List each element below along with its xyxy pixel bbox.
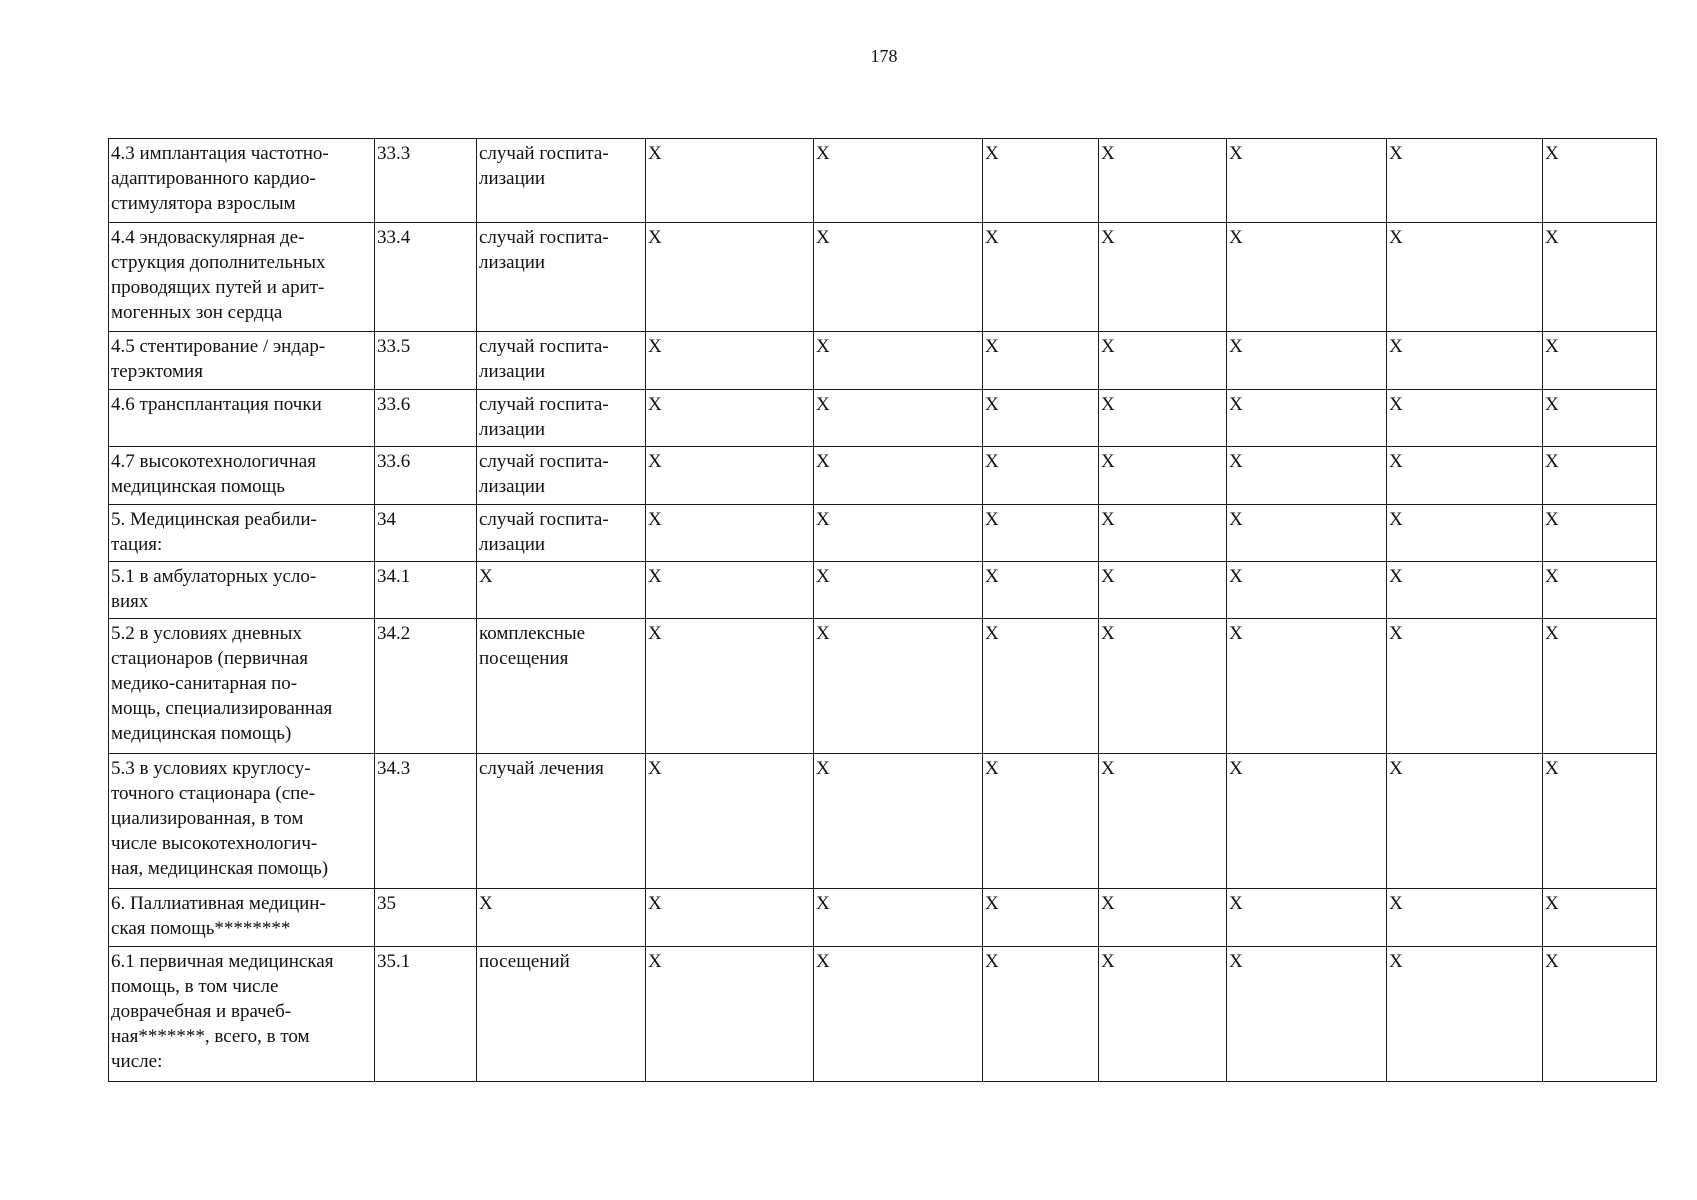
mark-cell: Х <box>983 619 1099 754</box>
mark-cell: Х <box>1227 139 1387 223</box>
table-row <box>109 332 1657 390</box>
row-name-cell: 4.7 высокотехнологичная медицинская помощь <box>109 447 375 505</box>
page-number: 178 <box>870 46 898 66</box>
mark-cell: Х <box>983 390 1099 447</box>
row-unit-cell: случай госпита- лизации <box>477 505 646 562</box>
mark-cell: Х <box>1387 332 1543 390</box>
row-unit-cell: случай госпита- лизации <box>477 447 646 505</box>
data-table <box>108 138 1657 1082</box>
mark-cell: Х <box>646 447 814 505</box>
mark-cell: Х <box>646 223 814 332</box>
mark-cell: Х <box>1387 139 1543 223</box>
mark-cell: Х <box>814 390 983 447</box>
row-unit-cell: посещений <box>477 947 646 1082</box>
table-row <box>109 889 1657 947</box>
mark-cell: Х <box>1227 754 1387 889</box>
mark-cell: Х <box>1099 390 1227 447</box>
mark-cell: Х <box>1227 390 1387 447</box>
mark-cell: Х <box>1387 223 1543 332</box>
mark-cell: Х <box>1543 562 1657 619</box>
mark-cell: Х <box>1387 562 1543 619</box>
mark-cell: Х <box>1227 505 1387 562</box>
mark-cell: Х <box>1543 505 1657 562</box>
row-code-cell: 34.2 <box>375 619 477 754</box>
mark-cell: Х <box>1387 754 1543 889</box>
mark-cell: Х <box>1387 947 1543 1082</box>
mark-cell: Х <box>646 562 814 619</box>
row-name-cell: 4.4 эндоваскулярная де- струкция дополнительных проводящих путей и арит- могенных зон сердца <box>109 223 375 332</box>
row-unit-cell: Х <box>477 562 646 619</box>
row-code-cell: 33.6 <box>375 447 477 505</box>
mark-cell: Х <box>814 947 983 1082</box>
mark-cell: Х <box>1543 754 1657 889</box>
mark-cell: Х <box>1387 390 1543 447</box>
row-code-cell: 33.6 <box>375 390 477 447</box>
row-name-cell: 6.1 первичная медицинская помощь, в том числе доврачебная и врачеб- ная*******, всего, в том числе: <box>109 947 375 1082</box>
mark-cell: Х <box>814 889 983 947</box>
mark-cell: Х <box>1387 505 1543 562</box>
mark-cell: Х <box>1227 223 1387 332</box>
mark-cell: Х <box>814 619 983 754</box>
mark-cell: Х <box>983 947 1099 1082</box>
row-code-cell: 33.3 <box>375 139 477 223</box>
row-code-cell: 35.1 <box>375 947 477 1082</box>
mark-cell: Х <box>1543 889 1657 947</box>
mark-cell: Х <box>983 223 1099 332</box>
mark-cell: Х <box>1227 619 1387 754</box>
mark-cell: Х <box>1099 889 1227 947</box>
table-row <box>109 947 1657 1082</box>
mark-cell: Х <box>814 139 983 223</box>
mark-cell: Х <box>1099 139 1227 223</box>
row-name-cell: 6. Паллиативная медицин- ская помощь******** <box>109 889 375 947</box>
mark-cell: Х <box>814 754 983 889</box>
table-row <box>109 619 1657 754</box>
mark-cell: Х <box>1099 947 1227 1082</box>
row-code-cell: 34.1 <box>375 562 477 619</box>
mark-cell: Х <box>646 332 814 390</box>
mark-cell: Х <box>983 562 1099 619</box>
row-code-cell: 34 <box>375 505 477 562</box>
table-row <box>109 562 1657 619</box>
mark-cell: Х <box>646 947 814 1082</box>
row-name-cell: 4.5 стентирование / эндар- терэктомия <box>109 332 375 390</box>
mark-cell: Х <box>1227 332 1387 390</box>
table-row <box>109 390 1657 447</box>
table-row <box>109 223 1657 332</box>
mark-cell: Х <box>646 889 814 947</box>
mark-cell: Х <box>1099 562 1227 619</box>
table-row <box>109 505 1657 562</box>
row-code-cell: 33.4 <box>375 223 477 332</box>
mark-cell: Х <box>1227 562 1387 619</box>
mark-cell: Х <box>1099 619 1227 754</box>
mark-cell: Х <box>1543 332 1657 390</box>
row-unit-cell: случай госпита- лизации <box>477 223 646 332</box>
row-name-cell: 5.2 в условиях дневных стационаров (первичная медико-санитарная по- мощь, специализированная медицинская помощь) <box>109 619 375 754</box>
mark-cell: Х <box>983 505 1099 562</box>
row-unit-cell: случай госпита- лизации <box>477 332 646 390</box>
row-code-cell: 34.3 <box>375 754 477 889</box>
mark-cell: Х <box>1099 332 1227 390</box>
mark-cell: Х <box>814 505 983 562</box>
mark-cell: Х <box>1227 889 1387 947</box>
row-unit-cell: случай лечения <box>477 754 646 889</box>
table-row <box>109 447 1657 505</box>
mark-cell: Х <box>983 754 1099 889</box>
mark-cell: Х <box>814 447 983 505</box>
mark-cell: Х <box>1099 754 1227 889</box>
mark-cell: Х <box>814 562 983 619</box>
mark-cell: Х <box>1543 447 1657 505</box>
row-name-cell: 4.6 трансплантация почки <box>109 390 375 447</box>
mark-cell: Х <box>646 754 814 889</box>
mark-cell: Х <box>983 139 1099 223</box>
mark-cell: Х <box>1543 947 1657 1082</box>
row-code-cell: 33.5 <box>375 332 477 390</box>
mark-cell: Х <box>1543 390 1657 447</box>
mark-cell: Х <box>814 332 983 390</box>
row-unit-cell: случай госпита- лизации <box>477 139 646 223</box>
mark-cell: Х <box>1543 223 1657 332</box>
row-unit-cell: Х <box>477 889 646 947</box>
mark-cell: Х <box>1099 505 1227 562</box>
row-code-cell: 35 <box>375 889 477 947</box>
row-name-cell: 5.3 в условиях круглосу- точного стационара (спе- циализированная, в том числе высокотехнологич- ная, медицинская помощь) <box>109 754 375 889</box>
mark-cell: Х <box>983 889 1099 947</box>
mark-cell: Х <box>646 505 814 562</box>
row-name-cell: 5.1 в амбулаторных усло- виях <box>109 562 375 619</box>
mark-cell: Х <box>1387 889 1543 947</box>
mark-cell: Х <box>814 223 983 332</box>
mark-cell: Х <box>646 390 814 447</box>
mark-cell: Х <box>646 139 814 223</box>
mark-cell: Х <box>1099 223 1227 332</box>
mark-cell: Х <box>646 619 814 754</box>
table-row <box>109 754 1657 889</box>
mark-cell: Х <box>1227 947 1387 1082</box>
mark-cell: Х <box>1227 447 1387 505</box>
mark-cell: Х <box>983 447 1099 505</box>
row-unit-cell: комплексные посещения <box>477 619 646 754</box>
mark-cell: Х <box>1543 619 1657 754</box>
row-name-cell: 5. Медицинская реабили- тация: <box>109 505 375 562</box>
table-row <box>109 139 1657 223</box>
row-name-cell: 4.3 имплантация частотно- адаптированного кардио- стимулятора взрослым <box>109 139 375 223</box>
mark-cell: Х <box>983 332 1099 390</box>
mark-cell: Х <box>1099 447 1227 505</box>
row-unit-cell: случай госпита- лизации <box>477 390 646 447</box>
mark-cell: Х <box>1543 139 1657 223</box>
mark-cell: Х <box>1387 447 1543 505</box>
mark-cell: Х <box>1387 619 1543 754</box>
